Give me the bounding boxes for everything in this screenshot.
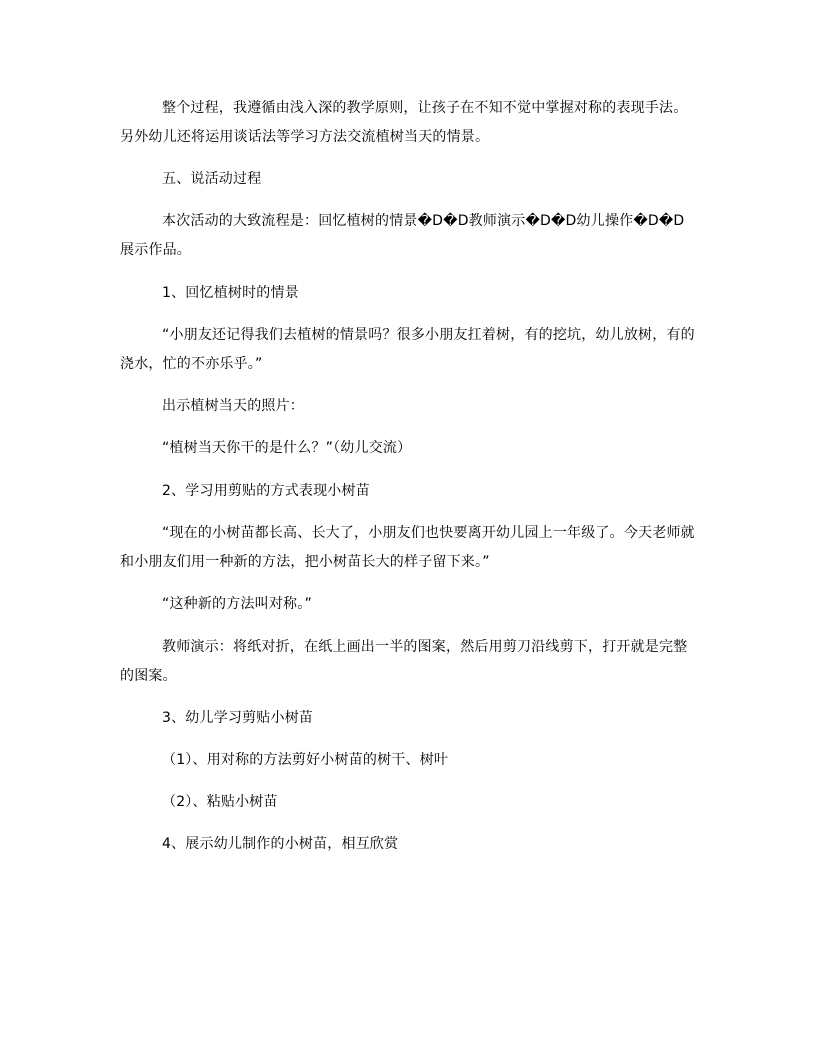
paragraph-teacher-intro-quote: “现在的小树苗都长高、长大了，小朋友们也快要离开幼儿园上一年级了。今天老师就和小朋友们用一种新的方法，把小树苗长大的样子留下来。”	[120, 525, 695, 570]
paragraph-activity-flow: 本次活动的大致流程是：回忆植树的情景�D�D教师演示�D�D幼儿操作�D�D展示作品。	[120, 213, 685, 258]
heading-recall-planting: 1、回忆植树时的情景	[162, 285, 299, 301]
paragraph-process-principle: 整个过程，我遵循由浅入深的教学原则，让孩子在不知不觉中掌握对称的表现手法。另外幼儿还将运用谈话法等学习方法交流植树当天的情景。	[120, 100, 688, 145]
heading-children-practice: 3、幼儿学习剪贴小树苗	[162, 710, 314, 726]
list-item-cut-trunk-leaves: （1）、用对称的方法剪好小树苗的树干、树叶	[162, 752, 449, 768]
paragraph-photo-question: “植树当天你干的是什么？”（幼儿交流）	[162, 440, 412, 456]
paragraph-show-photos: 出示植树当天的照片：	[162, 398, 304, 414]
heading-activity-process: 五、说活动过程	[162, 171, 262, 187]
list-item-paste-sapling: （2）、粘贴小树苗	[162, 794, 278, 810]
paragraph-symmetry-quote: “这种新的方法叫对称。”	[162, 596, 312, 612]
paragraph-teacher-demo: 教师演示：将纸对折，在纸上画出一半的图案，然后用剪刀沿线剪下，打开就是完整的图案。	[120, 639, 688, 684]
heading-learn-cut-paste: 2、学习用剪贴的方式表现小树苗	[162, 483, 370, 499]
paragraph-recall-quote: “小朋友还记得我们去植树的情景吗？很多小朋友扛着树，有的挖坑，幼儿放树，有的浇水，忙的不亦乐乎。”	[120, 327, 695, 372]
heading-display-works: 4、展示幼儿制作的小树苗，相互欣赏	[162, 836, 399, 852]
